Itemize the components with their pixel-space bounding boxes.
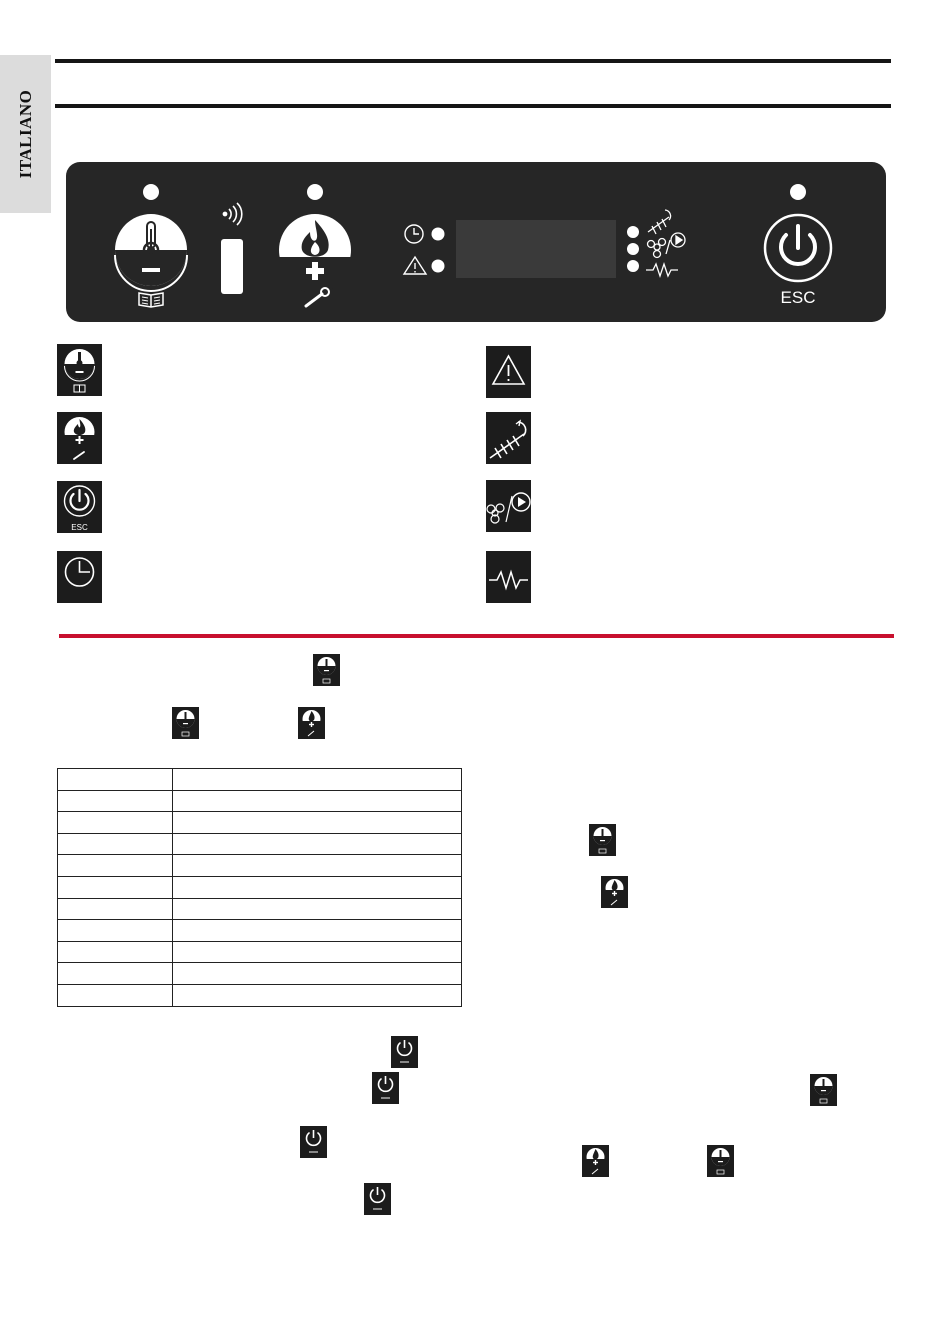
inline-power-button-icon	[364, 1183, 391, 1215]
inline-power-button-icon	[372, 1072, 399, 1104]
language-label: ITALIANO	[15, 89, 35, 179]
plus-flame-button[interactable]	[279, 214, 351, 293]
table-row	[58, 876, 462, 898]
clock-indicator-icon	[405, 225, 423, 243]
table-cell	[173, 984, 462, 1006]
table-row	[58, 920, 462, 942]
warning-icon	[486, 346, 531, 398]
table-cell	[58, 769, 173, 791]
inline-plus-button-icon	[601, 876, 628, 908]
fan-indicator-icon	[648, 233, 686, 258]
table-cell	[173, 941, 462, 963]
table-row	[58, 790, 462, 812]
auger-icon	[486, 412, 531, 464]
table-row	[58, 984, 462, 1006]
flame-plus-icon	[57, 412, 102, 464]
table-row	[58, 769, 462, 791]
table-cell	[173, 812, 462, 834]
table-cell	[58, 984, 173, 1006]
thermometer-minus-icon	[57, 344, 102, 396]
legend-esc-text: ESC	[71, 523, 88, 532]
lcd-display	[456, 220, 616, 278]
table-row	[58, 833, 462, 855]
table-cell	[58, 876, 173, 898]
power-esc-button[interactable]	[765, 215, 831, 281]
header-bottom-rule	[55, 104, 891, 108]
table-cell	[173, 876, 462, 898]
table-cell	[173, 855, 462, 877]
inline-minus-button-icon	[707, 1145, 734, 1177]
led-fan	[627, 243, 639, 255]
minus-thermometer-button[interactable]	[115, 214, 187, 291]
table-cell	[58, 790, 173, 812]
resistance-icon	[486, 551, 531, 603]
table-cell	[58, 855, 173, 877]
table-cell	[58, 963, 173, 985]
table-row	[58, 855, 462, 877]
led-minus-button	[143, 184, 159, 200]
table-cell	[173, 790, 462, 812]
inline-power-button-icon	[391, 1036, 418, 1068]
led-auger	[627, 226, 639, 238]
power-esc-icon	[57, 481, 102, 533]
table-row	[58, 812, 462, 834]
table-row	[58, 963, 462, 985]
led-resistance	[627, 260, 639, 272]
resistance-indicator-icon	[646, 264, 678, 276]
inline-plus-button-icon	[582, 1145, 609, 1177]
table-cell	[173, 833, 462, 855]
led-warning	[432, 260, 445, 273]
parameter-table	[57, 768, 462, 1007]
table-cell	[58, 898, 173, 920]
esc-label: ESC	[780, 288, 816, 307]
led-power-button	[790, 184, 806, 200]
table-cell	[173, 963, 462, 985]
table-cell	[173, 898, 462, 920]
auger-indicator-icon	[648, 210, 671, 234]
inline-minus-button-icon	[172, 707, 199, 739]
inline-power-button-icon	[300, 1126, 327, 1158]
table-row	[58, 941, 462, 963]
inline-minus-button-icon	[810, 1074, 837, 1106]
language-tab	[0, 55, 51, 213]
table-cell	[58, 941, 173, 963]
table-cell	[173, 920, 462, 942]
table-cell	[173, 769, 462, 791]
table-cell	[58, 920, 173, 942]
section-divider-red	[59, 634, 894, 638]
led-plus-button	[307, 184, 323, 200]
wifi-icon	[223, 203, 241, 225]
table-row	[58, 898, 462, 920]
table-cell	[58, 833, 173, 855]
led-clock	[432, 228, 445, 241]
inline-minus-button-icon	[313, 654, 340, 686]
inline-minus-button-icon	[589, 824, 616, 856]
inline-plus-button-icon	[298, 707, 325, 739]
table-cell	[58, 812, 173, 834]
control-panel	[66, 162, 886, 322]
warning-indicator-icon	[404, 257, 426, 274]
fan-play-icon	[486, 480, 531, 532]
book-icon	[139, 293, 163, 307]
header-top-rule	[55, 59, 891, 63]
clock-icon	[57, 551, 102, 603]
receiver-window	[221, 239, 243, 294]
